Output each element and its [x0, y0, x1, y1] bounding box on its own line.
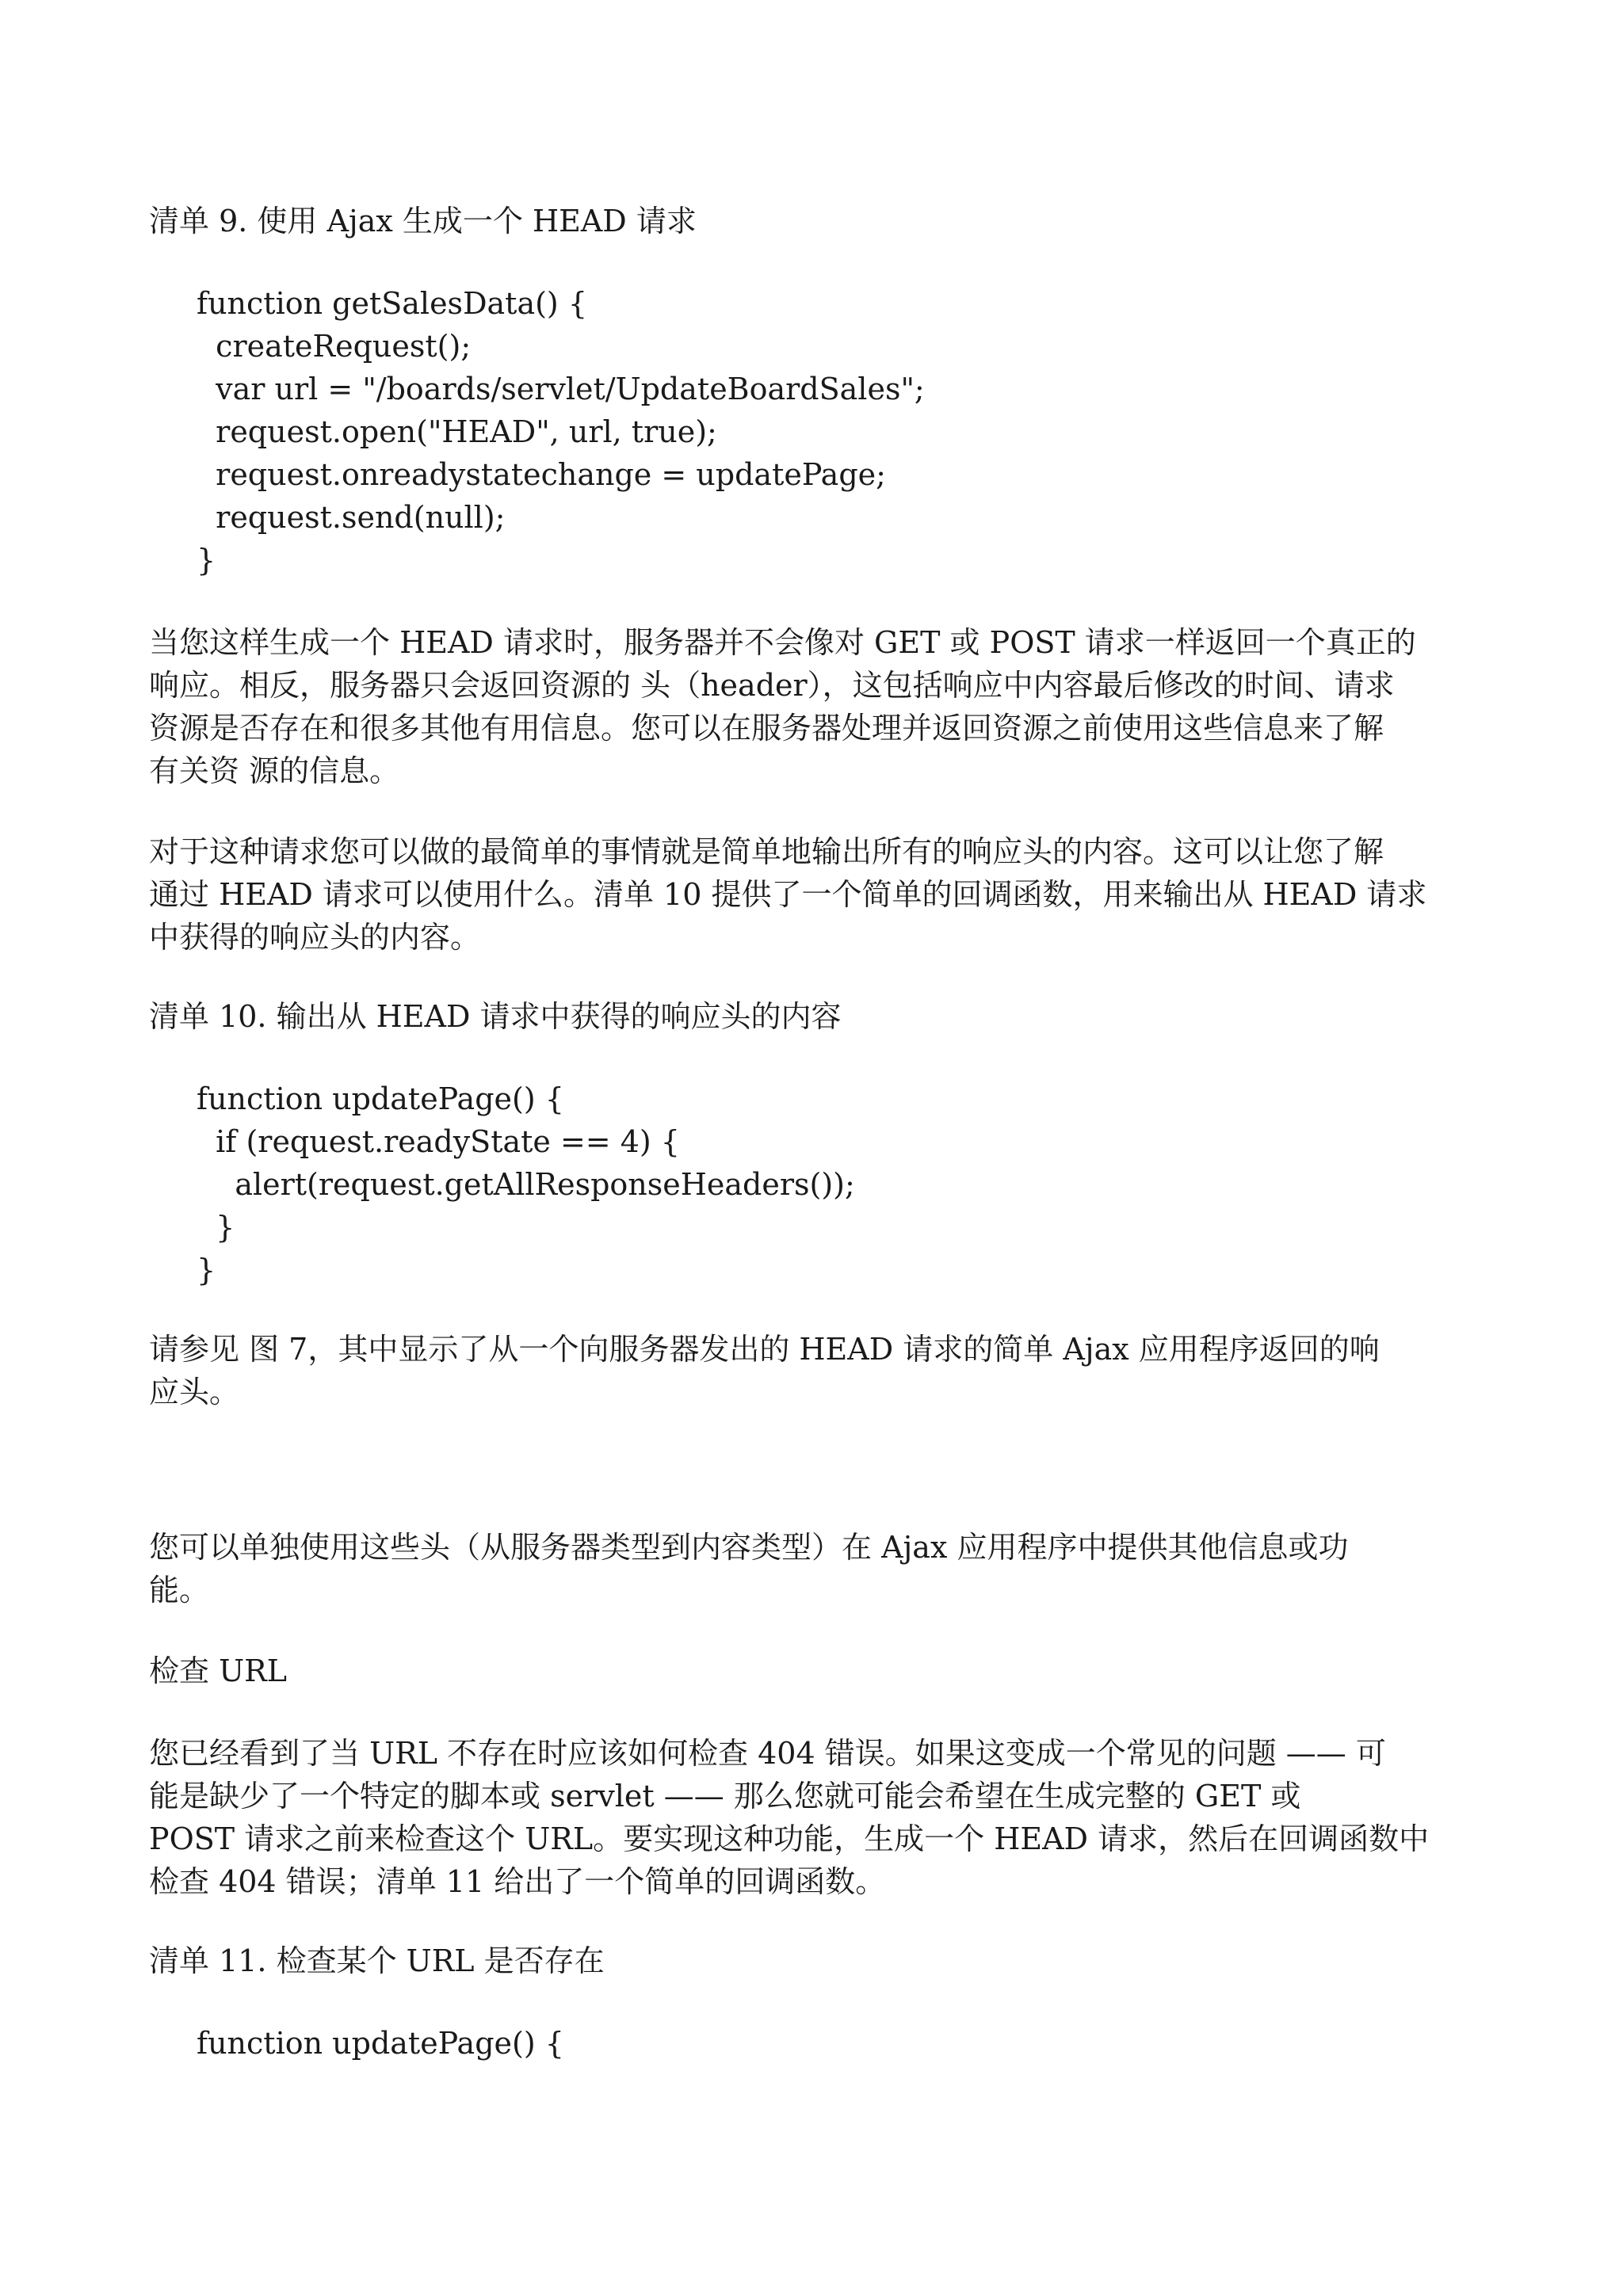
text-line: 当您这样生成一个 HEAD 请求时，服务器并不会像对 GET 或 POST 请求一样返回一个真正的	[149, 625, 1416, 660]
text-line: 能。	[149, 1573, 210, 1608]
text-line: 能是缺少了一个特定的脚本或 servlet —— 那么您就可能会希望在生成完整的 GET 或	[149, 1779, 1301, 1814]
text-line: 您已经看到了当 URL 不存在时应该如何检查 404 错误。如果这变成一个常见的问题 —— 可	[149, 1736, 1386, 1771]
code-line: createRequest();	[197, 329, 472, 364]
code-line: function getSalesData() {	[197, 286, 588, 321]
text-line: 检查 404 错误；清单 11 给出了一个简单的回调函数。	[149, 1864, 886, 1899]
listing-10-title: 清单 10. 输出从 HEAD 请求中获得的响应头的内容	[149, 999, 842, 1034]
text-line: 对于这种请求您可以做的最简单的事情就是简单地输出所有的响应头的内容。这可以让您了解	[149, 834, 1384, 869]
code-line: alert(request.getAllResponseHeaders());	[197, 1167, 855, 1202]
text-line: 请参见 图 7，其中显示了从一个向服务器发出的 HEAD 请求的简单 Ajax 应用程序返回的响	[149, 1332, 1380, 1367]
response-headers-paragraph	[149, 830, 1488, 959]
text-line: 资源是否存在和很多其他有用信息。您可以在服务器处理并返回资源之前使用这些信息来了解	[149, 711, 1384, 746]
code-line: request.open("HEAD", url, true);	[197, 414, 717, 449]
listing-9-title: 清单 9. 使用 Ajax 生成一个 HEAD 请求	[149, 204, 697, 238]
text-line: 有关资 源的信息。	[149, 753, 400, 788]
code-line: }	[197, 543, 216, 578]
section-heading-check-url: 检查 URL	[149, 1653, 287, 1688]
listing-10-code	[197, 1077, 855, 1291]
text-line: 应头。	[149, 1375, 240, 1409]
text-line: 您可以单独使用这些头（从服务器类型到内容类型）在 Ajax 应用程序中提供其他信息或功	[149, 1530, 1349, 1565]
code-line: request.onreadystatechange = updatePage;	[197, 457, 886, 492]
listing-9-code	[197, 282, 925, 582]
code-line: var url = "/boards/servlet/UpdateBoardSales";	[197, 372, 925, 406]
code-line: if (request.readyState == 4) {	[197, 1124, 680, 1159]
headers-usage-paragraph	[149, 1526, 1488, 1611]
code-line: }	[197, 1253, 216, 1287]
text-line: 中获得的响应头的内容。	[149, 920, 481, 955]
code-line: function updatePage() {	[197, 1081, 564, 1116]
text-line: 通过 HEAD 请求可以使用什么。清单 10 提供了一个简单的回调函数，用来输出从 HEAD 请求	[149, 877, 1427, 912]
check-url-paragraph	[149, 1732, 1488, 1903]
code-line: }	[197, 1210, 235, 1245]
listing-11-code	[197, 2022, 564, 2065]
figure-reference-paragraph	[149, 1328, 1488, 1413]
text-line: POST 请求之前来检查这个 URL。要实现这种功能，生成一个 HEAD 请求，然后在回调函数中	[149, 1821, 1430, 1856]
text-line: 响应。相反，服务器只会返回资源的 头（header），这包括响应中内容最后修改的时间、请求	[149, 668, 1395, 703]
listing-11-title: 清单 11. 检查某个 URL 是否存在	[149, 1943, 605, 1978]
code-line: function updatePage() {	[197, 2026, 564, 2061]
head-request-paragraph	[149, 621, 1488, 792]
code-line: request.send(null);	[197, 500, 506, 535]
